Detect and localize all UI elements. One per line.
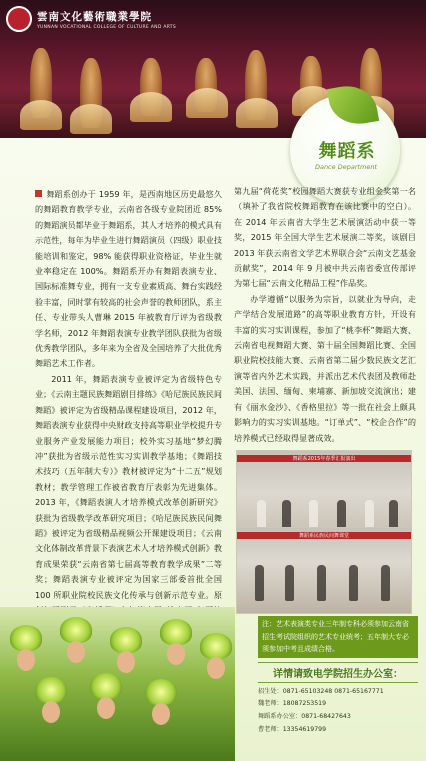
college-logo xyxy=(6,6,176,32)
costume-headdress xyxy=(160,619,192,645)
costume-headdress xyxy=(35,677,67,703)
college-seal-icon xyxy=(6,6,32,32)
student-figure xyxy=(381,565,390,601)
contact-teacher-cao: 曹老师：13354619799 xyxy=(258,725,327,733)
dancer-skirt xyxy=(186,88,228,118)
costume-headdress xyxy=(110,627,142,653)
practice-paragraph: 办学遵循“以服务为宗旨，以就业为导向，走产学结合发展道路”的高等职业教育方针，开设有丰富的实习实训课程，参加了“桃李杯”舞蹈大赛、云南省电视舞蹈大赛、第十届全国舞蹈比赛、全国职业院校技能大赛、云南省第二届少数民族文艺汇演等省内外艺术实践，并派出艺术代表团及教师赴美国、法国、缅甸、柬埔寨、新加坡交流演出；建有《丽水金沙》、《香格里拉》等一批在社会上颇具影响力的实习实训基地。“订单式”、“校企合作”的培养模式已经取得显著成效。 xyxy=(234,293,416,443)
admission-note: 注：艺术表演类专业三年制专科必须参加云南省招生考试院组织的艺术专业统考；五年制大专必须参加中考且成绩合格。 xyxy=(258,616,418,658)
college-name-en: YUNNAN VOCATIONAL COLLEGE OF CULTURE AND ARTS xyxy=(37,24,177,30)
dancer-face xyxy=(117,651,135,673)
dancer-face xyxy=(97,697,115,719)
department-subtitle: Dance Department xyxy=(314,163,378,171)
dancer-face xyxy=(152,703,170,725)
dancer-skirt xyxy=(20,100,62,130)
student-figure xyxy=(317,565,326,601)
contact-teacher-wei: 魏老师：18087253519 xyxy=(258,700,327,708)
dancer-skirt xyxy=(236,98,278,128)
student-figure xyxy=(285,565,294,601)
rehearsal-caption: 舞蹈系2015年春季汇报演出 xyxy=(237,455,411,462)
dancer-face xyxy=(17,649,35,671)
intro-paragraph xyxy=(35,187,222,372)
dancer-face xyxy=(42,701,60,723)
right-text-column xyxy=(234,184,416,474)
costume-headdress xyxy=(145,679,177,705)
awards-paragraph: 第九届“荷花奖”校园舞蹈大赛获专业组金奖第一名（填补了我省院校舞蹈教育在该比赛中的空白）。在 2014 年云南省大学生艺术展演活动中获一等奖，2015 年全国大学生艺术展演二等奖，该剧目 2013 年获云南省文学艺术界联合会“云南文艺基金贡献奖”，2014 年 9 月被中共云南省委宣传部评为第七届“云南文化精品工程”作品奖。 xyxy=(234,186,416,289)
contact-list xyxy=(258,686,418,737)
costume-headdress xyxy=(200,633,232,659)
dancer-face xyxy=(207,657,225,679)
costume-headdress xyxy=(90,673,122,699)
dancer-face xyxy=(67,641,85,663)
admissions-info xyxy=(258,616,418,756)
student-figure xyxy=(349,565,358,601)
dancer-skirt xyxy=(130,92,172,122)
dancer-skirt xyxy=(70,104,112,134)
college-name-cn: 雲南文化藝術職業學院 xyxy=(37,10,152,23)
left-text-column xyxy=(35,187,222,607)
intro-text: 舞蹈系创办于 1959 年，是西南地区历史最悠久的舞蹈教育教学专业，云南省各级专业院团近 85% 的舞蹈演员都毕业于舞蹈系，其人才培养的模式具有示范性，每年为毕业生进行舞蹈演员（四级）职业技能培训和鉴定，98% 能获得职业资格证，毕业生就业率稳定在 100%。舞蹈系开办有舞蹈表演专业、国际标准舞专业，拥有一支专业素质高、舞台实践经验丰富，同时掌有较高的社会声誉的教师团队，系主任、专业带头人曹琳 2015 年被教育厅评为省级教学名师，2012 年舞蹈表演专业教学团队获批为省级优秀教学团队，多年来为全省及全国培养了大批优秀舞蹈艺术工作者。 xyxy=(35,189,222,369)
student-figure xyxy=(255,565,264,601)
class-caption: 舞蹈系民族民间舞课堂 xyxy=(237,532,411,539)
costume-headdress xyxy=(60,617,92,643)
costume-headdress xyxy=(10,625,42,651)
contact-dance-office: 舞蹈系办公室：0871-68427643 xyxy=(258,713,351,721)
department-title: 舞蹈系 xyxy=(318,141,376,162)
contact-admissions-office: 招生处：0871-65103248 0871-65167771 xyxy=(258,687,384,695)
achievements-paragraph: 2011 年，舞蹈表演专业被评定为省级特色专业；《云南主题民族舞蹈剧目排练》《哈尼族民族民间舞蹈》被评定为省级精品课程建设项目，2012 年，舞蹈表演专业获得中央财政支持高等职业学校提升专业服务产业发展能力项目；校外实习基地“梦幻腾冲”获批为省级示范性实习实训教学基地；《舞蹈技术技巧（五年制大专）》教材被评定为“十二五”规划教材；教学管理工作被省教育厅表彰为先进集体。2013 年，《舞蹈表演人才培养模式改革创新研究》获批为省级教学改革研究项目；《哈尼族民族民间舞蹈》被评定为省级精品视频公开课建设项目；《云南文化体制改革背景下表演艺术人才培养模式创新》教育成果荣获“云南省第七届高等教育教学成果”二等奖；舞蹈表演专业被评定为国家三部委首批全国 100 所职业院校民族文化传承与创新示范专业。原 xyxy=(35,373,222,600)
costume-dancers-photo xyxy=(0,607,235,761)
class-photo xyxy=(236,527,412,614)
dancer-face xyxy=(167,643,185,665)
bullet-square-icon xyxy=(35,190,42,197)
contact-heading: 详情请致电学院招生办公室： xyxy=(258,662,418,683)
